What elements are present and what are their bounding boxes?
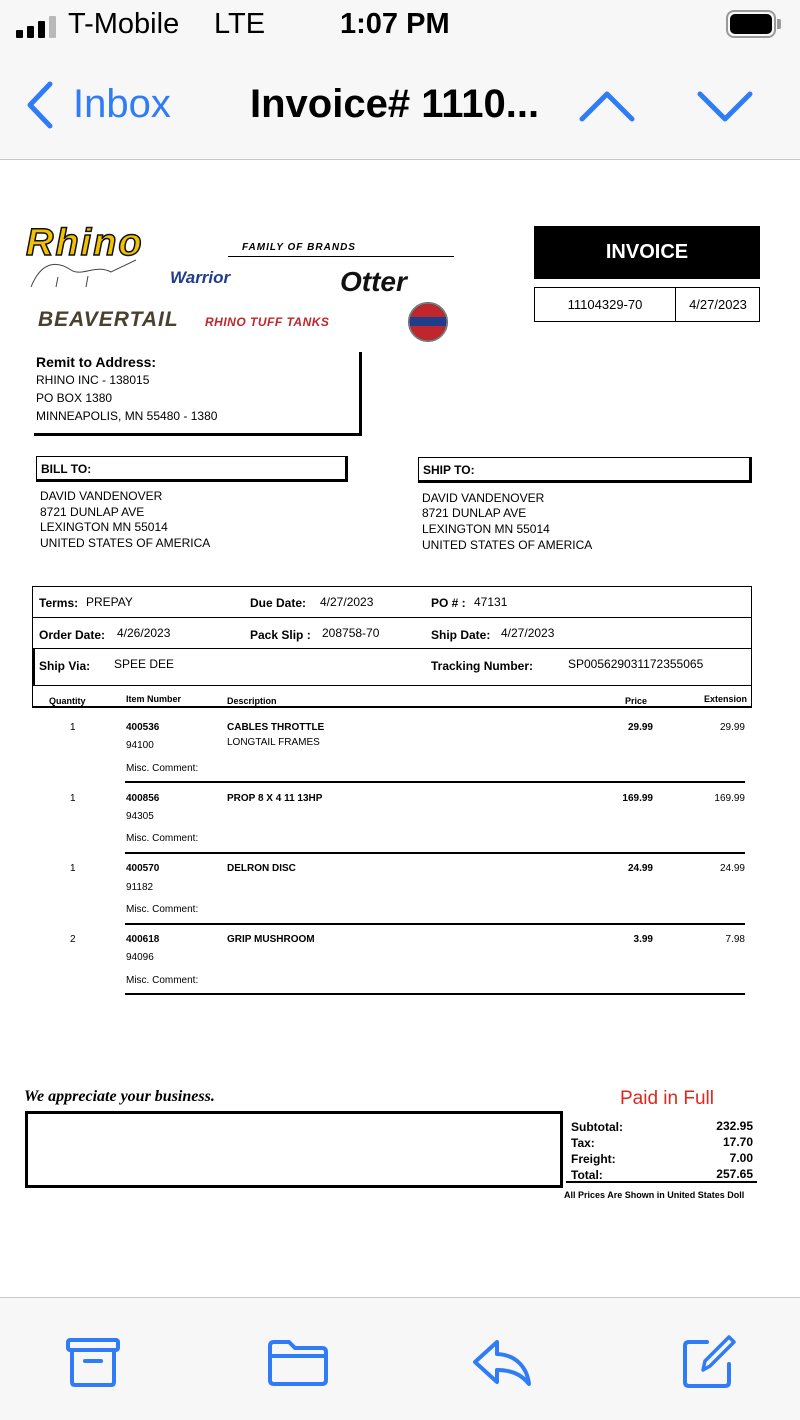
row-qty: 1: [70, 863, 76, 874]
otter-logo: Otter: [340, 266, 407, 297]
row-sub: 94100: [126, 740, 154, 751]
rhino-sketch-icon: [26, 252, 146, 292]
row-desc: GRIP MUSHROOM: [227, 934, 315, 945]
bill-to-line3: LEXINGTON MN 55014: [40, 520, 168, 534]
brand-underline: [228, 256, 454, 257]
bill-to-line4: UNITED STATES OF AMERICA: [40, 536, 211, 550]
thanks-text: We appreciate your business.: [24, 1088, 215, 1105]
row-desc: CABLES THROTTLE: [227, 722, 325, 733]
row-desc: PROP 8 X 4 11 13HP: [227, 793, 323, 804]
network-label: LTE: [214, 8, 266, 40]
due-date-value: 4/27/2023: [320, 595, 374, 609]
family-of-brands-text: FAMILY OF BRANDS: [242, 242, 356, 253]
col-item-number: Item Number: [126, 694, 182, 704]
invoice-number: 11104329-70: [567, 297, 643, 312]
bill-to-line1: DAVID VANDENOVER: [40, 489, 163, 503]
table-row: [0, 930, 800, 996]
bill-to-header: [36, 456, 348, 482]
row-comment: Misc. Comment:: [126, 904, 199, 915]
freight-value: 7.00: [729, 1151, 753, 1165]
message-title: Invoice# 1110...: [250, 82, 540, 126]
ship-via-label: Ship Via:: [39, 659, 91, 673]
reply-icon[interactable]: [471, 1338, 533, 1388]
remit-label: Remit to Address:: [36, 354, 157, 370]
remit-box: [34, 352, 362, 436]
table-row: [0, 789, 800, 855]
comment-box: [25, 1111, 563, 1188]
row-ext: 29.99: [719, 722, 745, 733]
row-price: 24.99: [627, 863, 653, 874]
row-item: 400536: [126, 722, 160, 733]
row-divider: [125, 852, 745, 854]
row-item: 400570: [126, 863, 160, 874]
tracking-value: SP005629031172355065: [568, 657, 704, 671]
invoice-date: 4/27/2023: [689, 297, 747, 312]
subtotal-value: 232.95: [716, 1119, 753, 1133]
freight-label: Freight:: [571, 1152, 616, 1166]
bottom-toolbar: [0, 1297, 800, 1420]
tax-value: 17.70: [722, 1135, 753, 1149]
row-ext: 7.98: [725, 934, 745, 945]
order-info-grid: [32, 586, 752, 708]
total-label: Total:: [571, 1168, 603, 1182]
ship-date-label: Ship Date:: [431, 628, 491, 642]
row-qty: 1: [70, 722, 76, 733]
rhino-logo: Rhino: [26, 222, 236, 296]
remit-line2: PO BOX 1380: [36, 391, 113, 405]
total-value: 257.65: [716, 1167, 753, 1181]
top-bar: [0, 0, 800, 160]
folder-icon[interactable]: [267, 1338, 329, 1388]
po-value: 47131: [474, 595, 508, 609]
seal-icon: [405, 301, 451, 343]
tax-label: Tax:: [571, 1136, 595, 1150]
ship-to-line1: DAVID VANDENOVER: [422, 491, 545, 505]
terms-value: PREPAY: [86, 595, 133, 609]
row-qty: 2: [70, 934, 76, 945]
remit-line3: MINNEAPOLIS, MN 55480 - 1380: [36, 409, 218, 423]
row-divider: [125, 781, 745, 783]
pack-slip-label: Pack Slip :: [250, 628, 311, 642]
tracking-label: Tracking Number:: [431, 659, 534, 673]
row-ext: 169.99: [714, 793, 745, 804]
table-row: [0, 859, 800, 925]
signal-icon: [16, 18, 60, 38]
remit-line1: RHINO INC - 138015: [36, 373, 150, 387]
ship-to-line3: LEXINGTON MN 55014: [422, 522, 550, 536]
back-label: Inbox: [73, 82, 171, 126]
row-comment: Misc. Comment:: [126, 833, 199, 844]
paid-in-full: Paid in Full: [620, 1088, 714, 1109]
archive-icon[interactable]: [65, 1336, 121, 1388]
beavertail-logo: BEAVERTAIL: [38, 308, 179, 331]
row-item: 400856: [126, 793, 160, 804]
invoice-heading: INVOICE: [605, 241, 689, 263]
totals-box: [566, 1118, 757, 1183]
ship-to-header: [418, 457, 752, 483]
row-sub: 94096: [126, 952, 154, 963]
ship-via-value: SPEE DEE: [114, 657, 175, 671]
row-ext: 24.99: [719, 863, 745, 874]
row-comment: Misc. Comment:: [126, 763, 199, 774]
pack-slip-value: 208758-70: [322, 626, 380, 640]
compose-icon[interactable]: [681, 1334, 737, 1390]
col-extension: Extension: [704, 694, 748, 704]
row-price: 3.99: [633, 934, 653, 945]
row-divider: [125, 923, 745, 925]
row-desc: DELRON DISC: [227, 863, 296, 874]
row-item: 400618: [126, 934, 160, 945]
invoice-number-box: [534, 287, 760, 322]
col-quantity: Quantity: [49, 696, 86, 706]
row-qty: 1: [70, 793, 76, 804]
row-sub: 94305: [126, 811, 154, 822]
back-button[interactable]: [18, 78, 188, 134]
bill-to-line2: 8721 DUNLAP AVE: [40, 505, 145, 519]
bill-to-label: BILL TO:: [41, 462, 92, 476]
clock: 1:07 PM: [340, 8, 450, 40]
po-label: PO # :: [431, 596, 466, 610]
ship-to-line4: UNITED STATES OF AMERICA: [422, 538, 593, 552]
ship-to-line2: 8721 DUNLAP AVE: [422, 506, 527, 520]
order-date-label: Order Date:: [39, 628, 106, 642]
row-comment: Misc. Comment:: [126, 975, 199, 986]
currency-note: All Prices Are Shown in United States Doll: [564, 1190, 745, 1200]
battery-icon: [726, 10, 782, 40]
rhino-tuff-tanks-logo: RHINO TUFF TANKS: [205, 315, 330, 329]
col-price: Price: [625, 696, 648, 706]
table-row: [0, 718, 800, 784]
row-sub: 91182: [126, 882, 154, 893]
row-price: 29.99: [627, 722, 653, 733]
row-divider: [125, 993, 745, 995]
chevron-left-icon: [22, 80, 56, 130]
carrier-label: T-Mobile: [68, 8, 180, 40]
due-date-label: Due Date:: [250, 596, 307, 610]
col-description: Description: [227, 696, 277, 706]
warrior-logo: Warrior: [170, 268, 231, 287]
order-date-value: 4/26/2023: [117, 626, 171, 640]
chevron-down-icon[interactable]: [695, 86, 755, 126]
invoice-heading-box: [534, 226, 760, 279]
chevron-up-icon[interactable]: [577, 86, 637, 126]
ship-to-label: SHIP TO:: [423, 463, 475, 477]
ship-date-value: 4/27/2023: [501, 626, 555, 640]
row-price: 169.99: [622, 793, 653, 804]
terms-label: Terms:: [39, 596, 79, 610]
subtotal-label: Subtotal:: [571, 1120, 623, 1134]
row-desc2: LONGTAIL FRAMES: [227, 737, 320, 748]
